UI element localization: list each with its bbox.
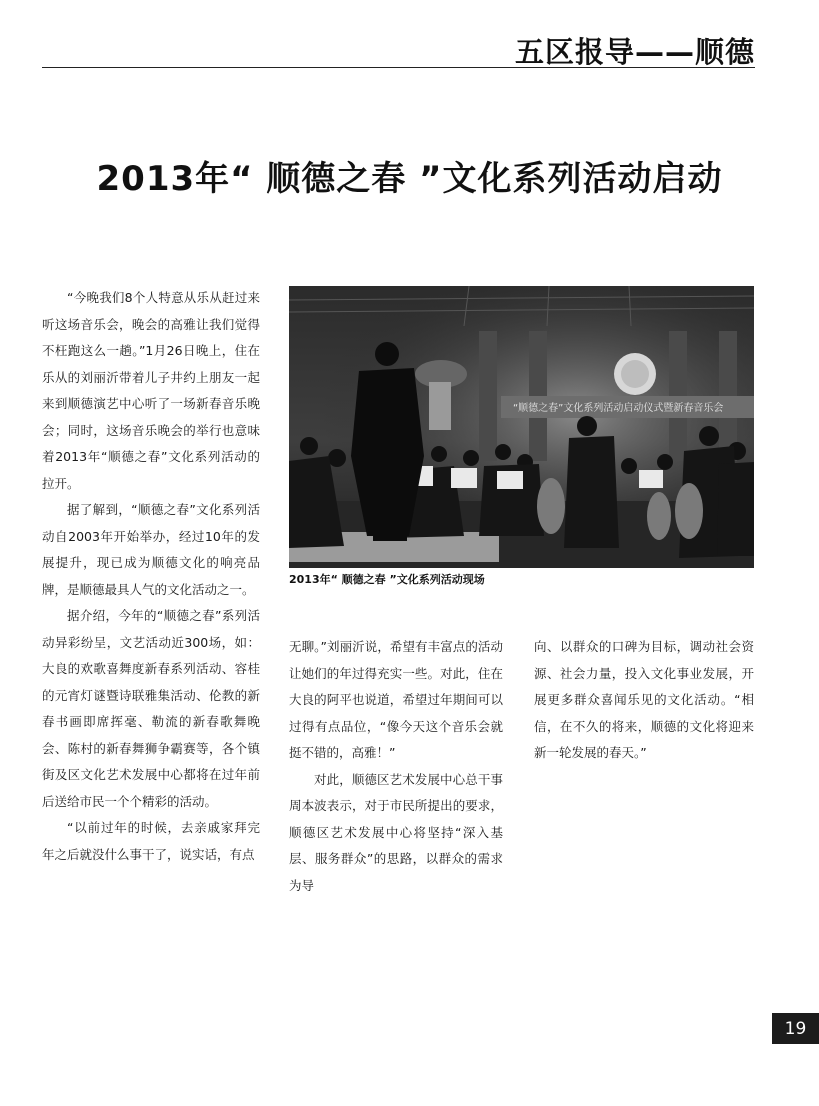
- stage-banner-text: “顺德之春”文化系列活动启动仪式暨新春音乐会: [513, 403, 724, 414]
- paragraph: “以前过年的时候，去亲戚家拜完年之后就没什么事干了，说实话，有点: [42, 820, 260, 862]
- article-title: 2013年“ 顺德之春 ”文化系列活动启动: [96, 158, 723, 199]
- paragraph: 据了解到，“顺德之春”文化系列活动自2003年开始举办，经过10年的发展提升，现已成为顺德文化的响亮品牌，是顺德最具人气的文化活动之一。: [42, 502, 260, 597]
- paragraph: 据介绍，今年的“顺德之春”系列活动异彩纷呈，文艺活动近300场，如：大良的欢歌喜舞度新春系列活动、容桂的元宵灯谜暨诗联雅集活动、伦教的新春书画即席挥毫、勒流的新春歌舞晚会、陈村的新春舞狮争霸赛等，各个镇街及区文化艺术发展中心都将在过年前后送给市民一个个精彩的活动。: [42, 608, 260, 809]
- paragraph: 向、以群众的口碑为目标，调动社会资源、社会力量，投入文化事业发展，开展更多群众喜闻乐见的文化活动。“相信，在不久的将来，顺德的文化将迎来新一轮发展的春天。”: [534, 639, 754, 760]
- article-column-1: [42, 285, 260, 868]
- paragraph: “今晚我们8个人特意从乐从赶过来听这场音乐会，晚会的高雅让我们觉得不枉跑这么一趟。”1月26日晚上，住在乐从的刘丽沂带着儿子井约上朋友一起来到顺德演艺中心听了一场新春音乐晚会；同时，这场音乐晚会的举行也意味着2013年“顺德之春”文化系列活动的拉开。: [42, 290, 260, 491]
- article-column-2: [289, 634, 503, 899]
- header-rule: [42, 67, 755, 68]
- paragraph: 对此，顺德区艺术发展中心总干事周本波表示，对于市民所提出的要求，顺德区艺术发展中心将坚持“深入基层、服务群众”的思路，以群众的需求为导: [289, 771, 503, 893]
- section-header: 五区报导——顺德: [514, 35, 755, 69]
- concert-photo: [289, 286, 754, 568]
- page-number: 19: [772, 1013, 819, 1044]
- article-column-3: [534, 634, 754, 767]
- photo-caption: 2013年“ 顺德之春 ”文化系列活动现场: [289, 573, 485, 586]
- paragraph: 无聊。”刘丽沂说，希望有丰富点的活动让她们的年过得充实一些。对此，住在大良的阿平也说道，希望过年期间可以过得有点品位，“像今天这个音乐会就挺不错的，高雅！”: [289, 639, 503, 760]
